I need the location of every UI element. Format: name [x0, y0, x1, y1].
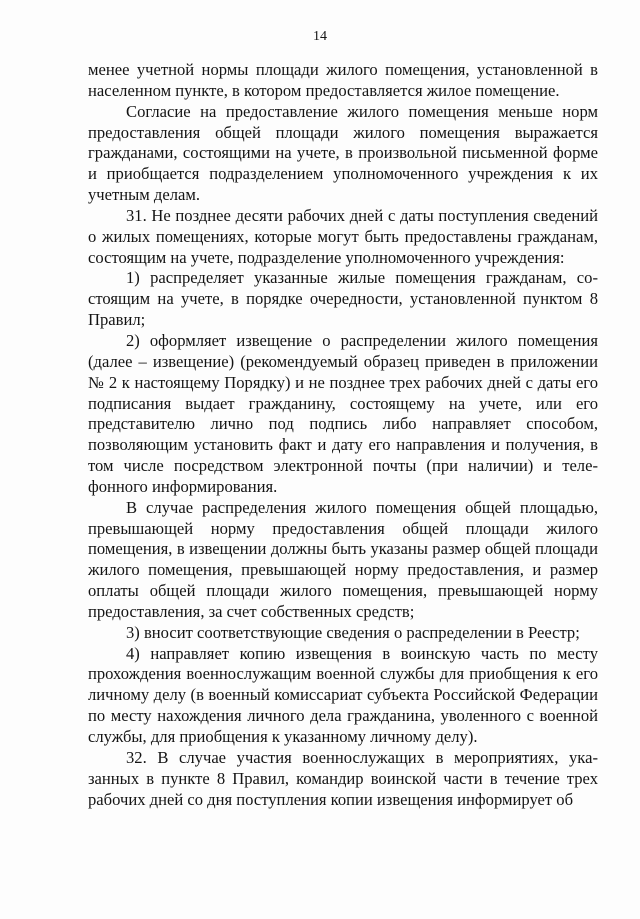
- body-text: [88, 60, 598, 810]
- page-number: 14: [313, 29, 327, 44]
- list-item: 3) вносит соответствующие сведения о распределении в Реестр;: [126, 622, 580, 642]
- paragraph: Согласие на предоставление жилого помещения меньше норм предоставления общей площади жилого помещения выражается гражданами, состоящими на учете, в произвольной письменной форме и приобщается подразделением уполномоченного учреждения к их учетным делам.: [88, 101, 598, 205]
- list-item: 1) распределяет указанные жилые помещения гражданам, состоящим на учете, в порядке очередности, установленной пунктом 8 Правил;: [88, 268, 598, 330]
- paragraph: менее учетной нормы площади жилого помещения, установленной в населенном пункте, в котором предоставляется жилое помещение.: [88, 60, 598, 100]
- list-item: 2) оформляет извещение о распределении жилого помещения (далее – извещение) (рекомендуемый образец приведен в приложении № 2 к настоящему Порядку) и не позднее трех рабочих дней с даты его подписания выдает гражданину, состоящему на учете, или его представителю лично под подпись либо направляет способом, позволяющим установить факт и дату его направления и получения, в том числе посредством электронной почты (при наличии) и телефонного информирования.: [88, 330, 598, 496]
- paragraph: В случае распределения жилого помещения общей площадью, превышающей норму предоставления общей площади жилого помещения, в извещении должны быть указаны размер общей площади жилого помещения, превышающей норму предоставления, и размер оплаты общей площади жилого помещения, превышающей норму предоставления, за счет собственных средств;: [88, 497, 598, 621]
- paragraph-item-32: 32. В случае участия военнослужащих в мероприятиях, указанных в пункте 8 Правил, командир воинской части в течение трех рабочих дней со дня поступления копии извещения информирует об: [88, 747, 598, 809]
- list-item: 4) направляет копию извещения в воинскую часть по месту прохождения военнослужащим военной службы для приобщения к его личному делу (в военный комиссариат субъекта Российской Федерации по месту нахождения личного дела гражданина, уволенного с военной службы, для приобщения к указанному личному делу).: [88, 643, 598, 746]
- paragraph-item-31: 31. Не позднее десяти рабочих дней с даты поступления сведений о жилых помещениях, которые могут быть предоставлены гражданам, состоящим на учете, подразделение уполномоченного учреждения:: [88, 205, 598, 267]
